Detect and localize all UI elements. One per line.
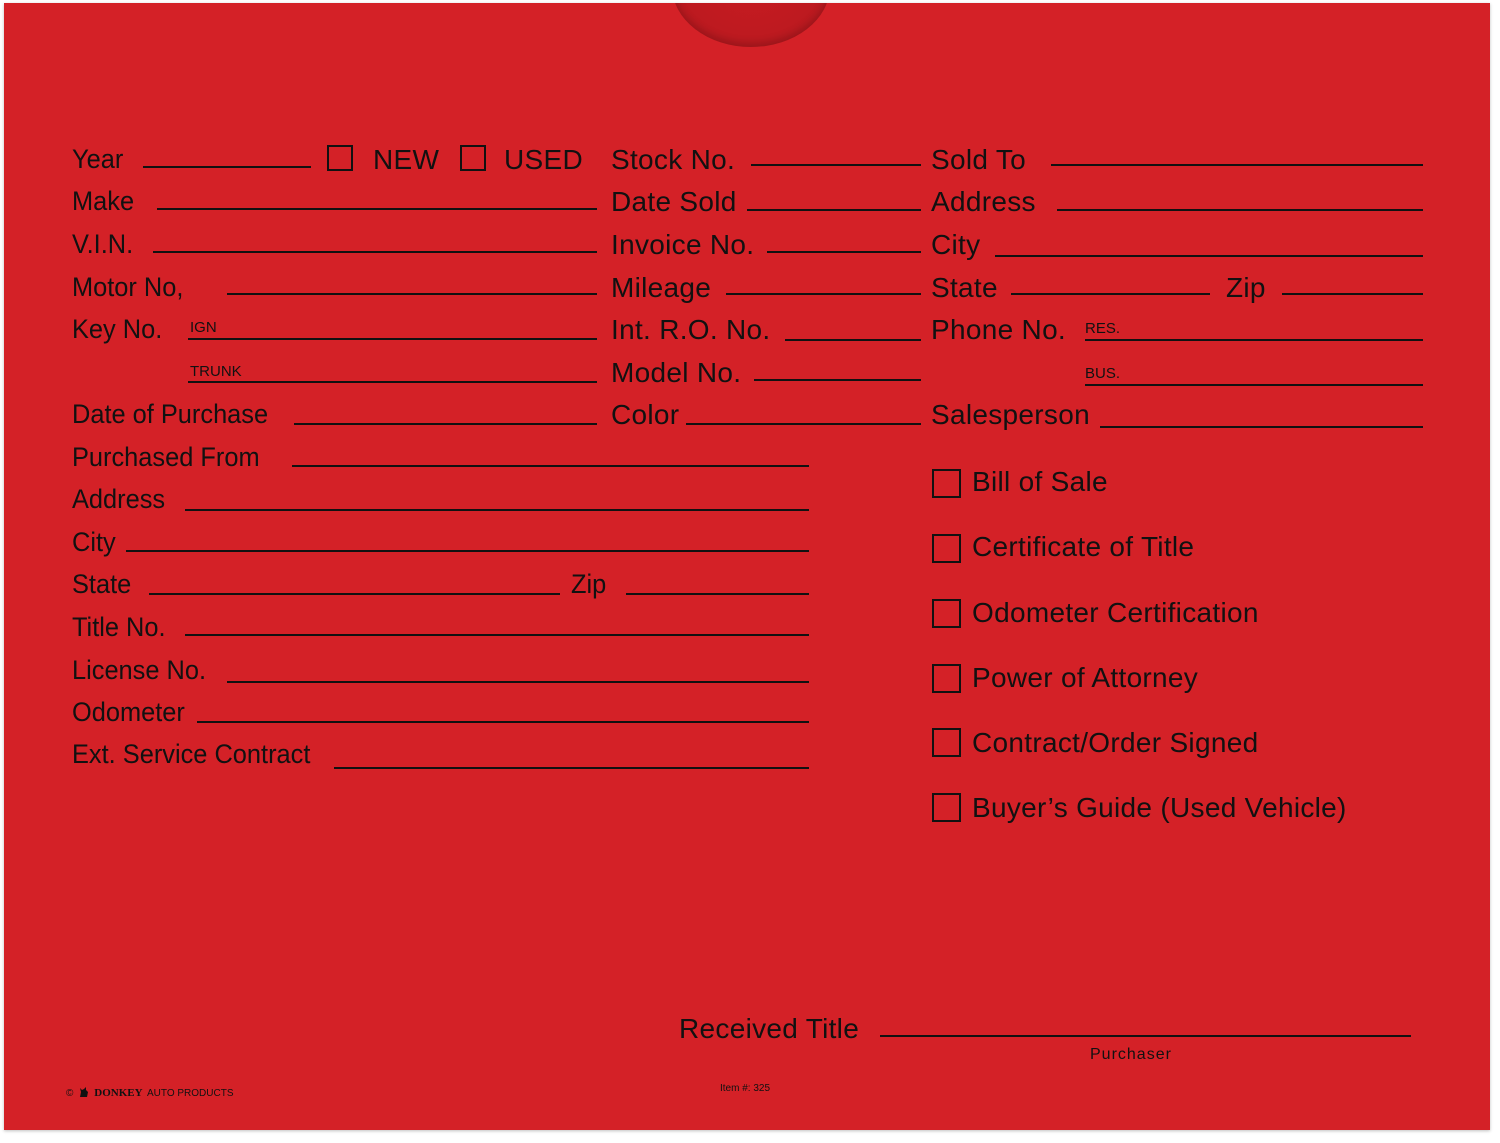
- vin-line[interactable]: [153, 251, 597, 253]
- mileage-line[interactable]: [726, 293, 921, 295]
- certificate-of-title-checkbox[interactable]: [932, 534, 961, 563]
- date-sold-line[interactable]: [747, 209, 921, 211]
- brand-name: DONKEY: [94, 1087, 143, 1099]
- model-no-label: Model No.: [611, 357, 742, 388]
- used-label: USED: [504, 144, 583, 175]
- license-no-line[interactable]: [227, 681, 809, 683]
- contract-order-signed-checkbox[interactable]: [932, 728, 961, 757]
- res-label: RES.: [1085, 320, 1121, 337]
- new-checkbox[interactable]: [327, 145, 353, 171]
- license-no-label: License No.: [72, 655, 207, 685]
- col3-city-label: City: [931, 229, 981, 260]
- received-title-label: Received Title: [679, 1013, 860, 1044]
- title-no-line[interactable]: [185, 634, 809, 636]
- col3-zip-line[interactable]: [1282, 293, 1423, 295]
- thumb-cut: [672, 3, 830, 47]
- trunk-label: TRUNK: [190, 363, 242, 380]
- stock-no-line[interactable]: [751, 164, 921, 166]
- odometer-label: Odometer: [72, 697, 185, 727]
- res-line[interactable]: [1085, 339, 1423, 341]
- bus-label: BUS.: [1085, 365, 1121, 382]
- buyers-guide-label: Buyer’s Guide (Used Vehicle): [972, 792, 1347, 823]
- col3-state-line[interactable]: [1011, 293, 1210, 295]
- new-label: NEW: [373, 144, 440, 175]
- motor-line[interactable]: [227, 293, 597, 295]
- buyers-guide-checkbox[interactable]: [932, 793, 961, 822]
- key-label: Key No.: [72, 314, 163, 344]
- year-label: Year: [72, 144, 124, 174]
- stock-no-label: Stock No.: [611, 144, 736, 175]
- brand-rest: AUTO PRODUCTS: [147, 1088, 234, 1099]
- int-ro-label: Int. R.O. No.: [611, 314, 771, 345]
- color-line[interactable]: [686, 423, 921, 425]
- item-number: Item #: 325: [720, 1083, 771, 1094]
- received-title-line[interactable]: [880, 1035, 1411, 1037]
- col3-state-label: State: [931, 272, 998, 303]
- mileage-label: Mileage: [611, 272, 712, 303]
- int-ro-line[interactable]: [785, 339, 921, 341]
- purchaser-label: Purchaser: [1090, 1046, 1172, 1063]
- invoice-no-line[interactable]: [767, 251, 921, 253]
- donkey-icon: [78, 1086, 90, 1098]
- ign-label: IGN: [190, 319, 217, 336]
- trunk-line[interactable]: [188, 381, 597, 383]
- form-sheet: [4, 3, 1490, 1130]
- power-of-attorney-label: Power of Attorney: [972, 662, 1199, 693]
- invoice-no-label: Invoice No.: [611, 229, 755, 260]
- date-of-purchase-line[interactable]: [294, 423, 597, 425]
- date-sold-label: Date Sold: [611, 186, 737, 217]
- bus-line[interactable]: [1085, 384, 1423, 386]
- ext-service-label: Ext. Service Contract: [72, 739, 311, 769]
- model-no-line[interactable]: [754, 379, 921, 381]
- sold-to-line[interactable]: [1051, 164, 1423, 166]
- odometer-certification-checkbox[interactable]: [932, 599, 961, 628]
- salesperson-line[interactable]: [1100, 426, 1423, 428]
- phone-no-label: Phone No.: [931, 314, 1067, 345]
- salesperson-label: Salesperson: [931, 399, 1090, 430]
- bill-of-sale-checkbox[interactable]: [932, 469, 961, 498]
- sold-to-label: Sold To: [931, 144, 1026, 175]
- col1-state-label: State: [72, 569, 132, 599]
- col1-address-label: Address: [72, 484, 166, 514]
- ext-service-line[interactable]: [334, 767, 809, 769]
- color-label: Color: [611, 399, 680, 430]
- col1-address-line[interactable]: [185, 509, 809, 511]
- bill-of-sale-label: Bill of Sale: [972, 466, 1108, 497]
- title-no-label: Title No.: [72, 612, 166, 642]
- col1-state-line[interactable]: [149, 593, 560, 595]
- col1-city-label: City: [72, 527, 116, 557]
- brand-logo: [66, 1083, 234, 1101]
- col3-address-line[interactable]: [1057, 209, 1423, 211]
- col1-city-line[interactable]: [126, 550, 809, 552]
- col3-address-label: Address: [931, 186, 1036, 217]
- certificate-of-title-label: Certificate of Title: [972, 531, 1195, 562]
- copyright-mark: ©: [66, 1088, 74, 1099]
- power-of-attorney-checkbox[interactable]: [932, 664, 961, 693]
- vin-label: V.I.N.: [72, 229, 134, 259]
- col1-zip-line[interactable]: [626, 593, 809, 595]
- used-checkbox[interactable]: [460, 145, 486, 171]
- make-label: Make: [72, 186, 135, 216]
- col3-city-line[interactable]: [995, 255, 1423, 257]
- contract-order-signed-label: Contract/Order Signed: [972, 727, 1259, 758]
- date-of-purchase-label: Date of Purchase: [72, 399, 269, 429]
- purchased-from-line[interactable]: [292, 465, 809, 467]
- make-line[interactable]: [157, 208, 597, 210]
- ign-line[interactable]: [188, 338, 597, 340]
- motor-label: Motor No,: [72, 272, 184, 302]
- odometer-line[interactable]: [197, 721, 809, 723]
- col3-zip-label: Zip: [1226, 272, 1266, 303]
- purchased-from-label: Purchased From: [72, 442, 260, 472]
- odometer-certification-label: Odometer Certification: [972, 597, 1259, 628]
- year-line[interactable]: [143, 166, 311, 168]
- col1-zip-label: Zip: [571, 569, 607, 599]
